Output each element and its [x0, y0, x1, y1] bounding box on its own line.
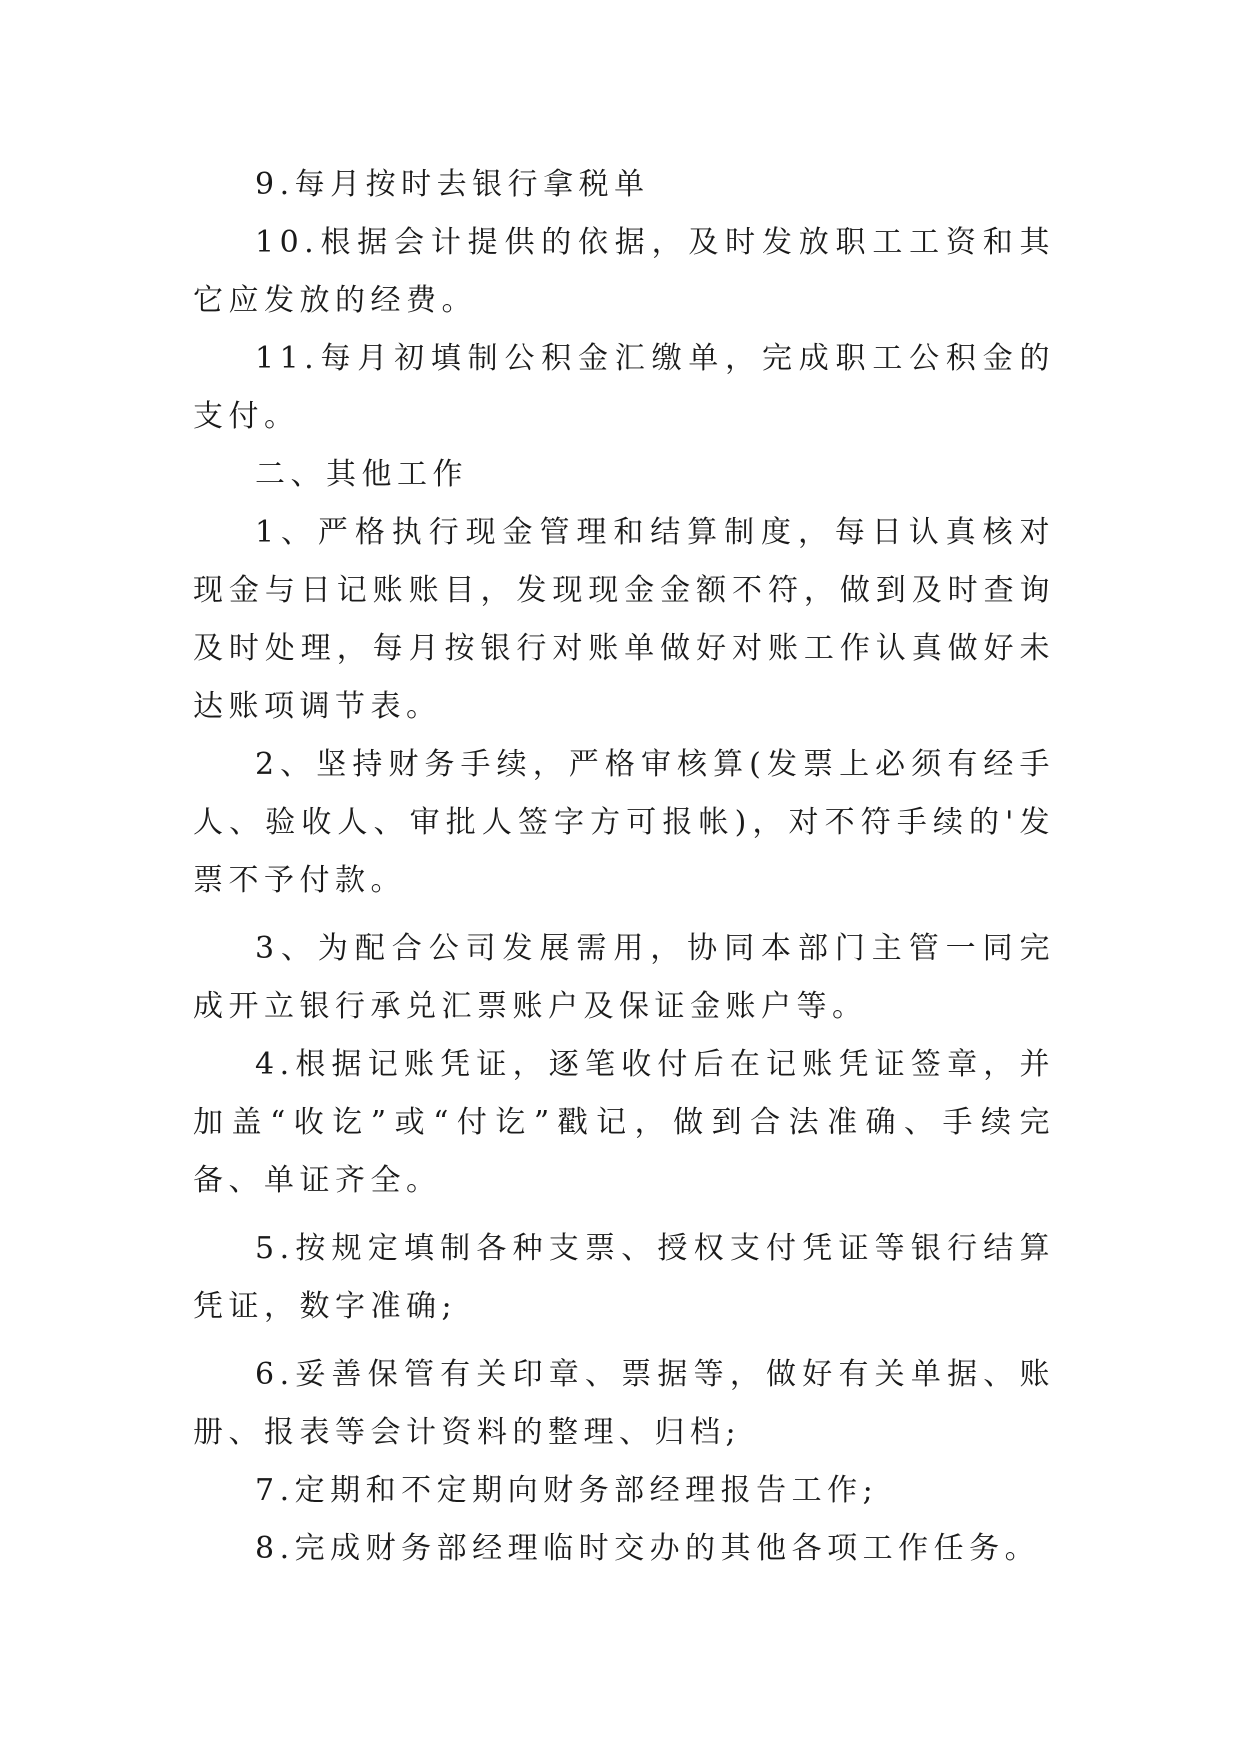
paragraph-other-6: 6.妥善保管有关印章、票据等，做好有关单据、账册、报表等会计资料的整理、归档;	[193, 1357, 1055, 1450]
paragraph-other-4: 4.根据记账凭证，逐笔收付后在记账凭证签章，并加盖“收讫”或“付讫”戳记，做到合法准确、手续完备、单证齐全。	[193, 1047, 1055, 1198]
paragraph-item-11: 11.每月初填制公积金汇缴单，完成职工公积金的支付。	[193, 341, 1055, 434]
paragraph-other-5: 5.按规定填制各种支票、授权支付凭证等银行结算凭证，数字准确;	[193, 1231, 1055, 1324]
paragraph-other-2: 2、坚持财务手续，严格审核算(发票上必须有经手人、验收人、审批人签字方可报帐)，对不符手续的'发票不予付款。	[193, 747, 1055, 898]
paragraph-other-8: 8.完成财务部经理临时交办的其他各项工作任务。	[255, 1531, 1041, 1566]
section-heading-other-work: 二、其他工作	[255, 457, 468, 492]
paragraph-item-10: 10.根据会计提供的依据，及时发放职工工资和其它应发放的经费。	[193, 225, 1055, 318]
paragraph-item-9: 9.每月按时去银行拿税单	[255, 167, 650, 202]
paragraph-other-7: 7.定期和不定期向财务部经理报告工作;	[255, 1473, 879, 1508]
document-body	[193, 156, 1055, 1578]
paragraph-other-3: 3、为配合公司发展需用，协同本部门主管一同完成开立银行承兑汇票账户及保证金账户等。	[193, 931, 1055, 1024]
paragraph-other-1: 1、严格执行现金管理和结算制度，每日认真核对现金与日记账账目，发现现金金额不符，做到及时查询及时处理，每月按银行对账单做好对账工作认真做好未达账项调节表。	[193, 515, 1055, 724]
